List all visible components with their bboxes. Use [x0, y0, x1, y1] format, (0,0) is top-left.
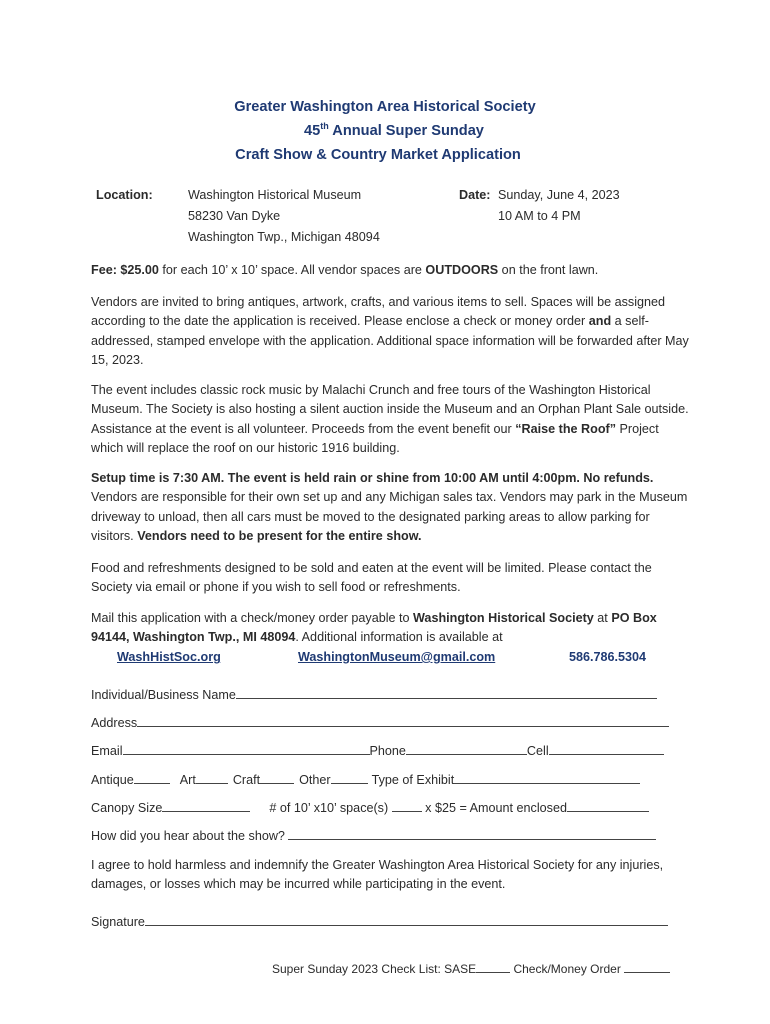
fee-paragraph [91, 261, 691, 280]
spaces-label: # of 10’ x10’ space(s) [269, 801, 392, 815]
art-field[interactable] [196, 770, 228, 784]
website-link[interactable]: WashHistSoc.org [117, 650, 221, 664]
signature-field[interactable] [145, 912, 668, 926]
email-field[interactable] [123, 741, 370, 755]
referral-label: How did you hear about the show? [91, 829, 289, 843]
other-field[interactable] [331, 770, 368, 784]
setup-text: Vendors are responsible for their own set up and any Michigan sales tax. Vendors may park in the Museum driveway to unload, then all cars must be moved to the designated parking areas to allow parking for visitors. [91, 490, 688, 544]
location-label: Location: [96, 188, 153, 202]
name-row [91, 685, 657, 705]
referral-row [91, 826, 656, 846]
mail-paragraph [91, 609, 691, 648]
name-field[interactable] [236, 685, 657, 699]
signature-label: Signature [91, 915, 145, 929]
date-label: Date: [459, 188, 491, 202]
canopy-field[interactable] [162, 798, 250, 812]
event-paragraph [91, 381, 691, 459]
mail-at: at [593, 611, 612, 625]
exhibit-type-label: Type of Exhibit [371, 773, 455, 787]
checklist [272, 959, 670, 979]
address-label: Address [91, 716, 138, 730]
checklist-label: Super Sunday 2023 Check List: SASE [272, 962, 477, 976]
fee-outdoors: OUTDOORS [425, 263, 499, 277]
time-line: 10 AM to 4 PM [498, 209, 581, 223]
antique-field[interactable] [134, 770, 170, 784]
food-paragraph: Food and refreshments designed to be sold and eaten at the event will be limited. Please contact the Society via email or phone if you wish to sell food or refreshments. [91, 561, 652, 595]
cell-field[interactable] [549, 741, 664, 755]
canopy-row [91, 798, 649, 818]
event-text: The event includes classic rock music by Malachi Crunch and free tours of the Washington Historical Museum. The Society is also hosting a silent auction inside the Museum and an Orphan Plant Sale outside. Assistance at the event is all volunteer. Proceeds from the event benefit our [91, 383, 689, 436]
location-address [188, 185, 380, 248]
sase-check-field[interactable] [476, 959, 510, 973]
cell-label: Cell [526, 744, 549, 758]
art-label: Art [179, 773, 196, 787]
name-label: Individual/Business Name [91, 688, 236, 702]
ordinal-suffix: th [320, 121, 329, 132]
raise-the-roof: “Raise the Roof” [515, 421, 616, 436]
presence-requirement: Vendors need to be present for the entire show. [137, 529, 422, 544]
location-line: Washington Twp., Michigan 48094 [188, 230, 380, 244]
vendors-paragraph [91, 293, 691, 371]
event-text-end: Project which will replace the roof on our historic 1916 building. [91, 421, 659, 456]
event-name: Annual Super Sunday [328, 123, 484, 139]
form-title: Craft Show & Country Market Application [235, 147, 521, 163]
mail-text: Mail this application with a check/money order payable to [91, 611, 414, 625]
fee-text: for each 10’ x 10’ space. All vendor spaces are [158, 263, 426, 277]
signature-row [91, 912, 668, 932]
mailing-address: PO Box 94144, Washington Twp., MI 48094 [91, 611, 657, 645]
payee: Washington Historical Society [413, 611, 594, 625]
event-subtitle [0, 119, 770, 143]
exhibit-row [91, 770, 640, 790]
email-label: Email [91, 744, 123, 758]
phone-number: 586.786.5304 [569, 650, 647, 664]
event-number: 45 [304, 123, 321, 139]
vendors-text-end: a self-addressed, stamped envelope with the application. Additional space information will be forwarded after May 15, 2023. [91, 314, 689, 368]
check-money-order-label: Check/Money Order [510, 962, 625, 976]
org-title: Greater Washington Area Historical Society [234, 99, 536, 115]
date-line: Sunday, June 4, 2023 [498, 188, 620, 202]
referral-field[interactable] [288, 826, 656, 840]
amount-label: x $25 = Amount enclosed [421, 801, 567, 815]
setup-bold: Setup time is 7:30 AM. The event is held rain or shine from 10:00 AM until 4:00pm. No refunds. [91, 471, 654, 485]
address-row [91, 713, 669, 733]
mail-text-end: . Additional information is available at [295, 630, 503, 645]
craft-field[interactable] [260, 770, 294, 784]
location-line: Washington Historical Museum [188, 188, 362, 202]
antique-label: Antique [91, 773, 134, 787]
money-order-check-field[interactable] [624, 959, 670, 973]
agreement-paragraph: I agree to hold harmless and indemnify the Greater Washington Area Historical Society for any injuries, damages, or losses which may be incurred while participating in the event. [91, 858, 664, 892]
craft-label: Craft [232, 773, 261, 787]
email-link[interactable]: WashingtonMuseum@gmail.com [298, 650, 496, 664]
address-field[interactable] [137, 713, 669, 727]
setup-paragraph [91, 469, 691, 547]
location-line: 58230 Van Dyke [188, 209, 281, 223]
amount-field[interactable] [567, 798, 649, 812]
other-label: Other [299, 773, 331, 787]
exhibit-type-field[interactable] [454, 770, 640, 784]
phone-field[interactable] [406, 741, 527, 755]
fee-label: Fee: $25.00 [91, 263, 159, 277]
canopy-label: Canopy Size [91, 801, 163, 815]
date-value [498, 185, 620, 227]
phone-label: Phone [369, 744, 406, 758]
spaces-field[interactable] [392, 798, 422, 812]
vendors-and: and [588, 314, 612, 329]
vendors-text: Vendors are invited to bring antiques, artwork, crafts, and various items to sell. Spaces will be assigned according to the date the application is received. Please enclose a check or money order [91, 295, 666, 329]
fee-text-end: on the front lawn. [498, 263, 599, 277]
contact-row [91, 741, 664, 761]
